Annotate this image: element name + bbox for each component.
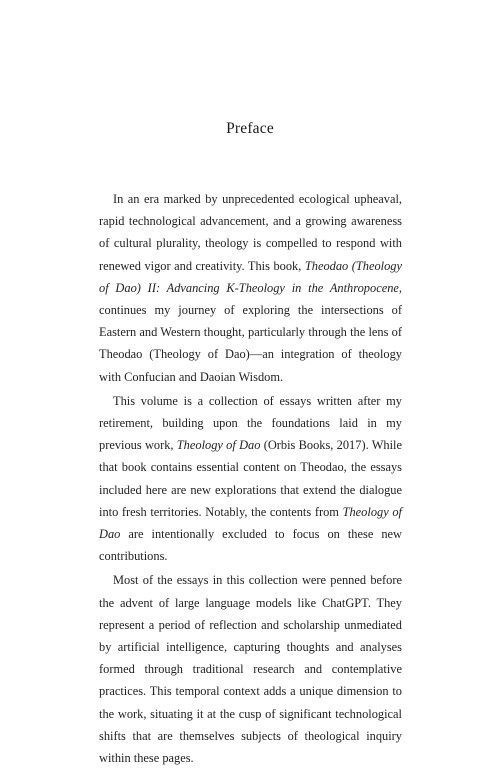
paragraph-2 (99, 390, 402, 568)
preface-body (99, 188, 402, 771)
paragraph-1 (99, 188, 402, 388)
paragraph-2-run-1: This volume is a collection of essays written after my retirement, building upon the foundations laid in my previous work, (99, 393, 402, 453)
paragraph-3 (99, 569, 402, 769)
book-title-theology-of-dao: Theology of Dao (176, 438, 261, 453)
paragraph-2-run-5: are intentionally excluded to focus on these new contributions. (99, 527, 402, 564)
paragraph-1-run-1: In an era marked by unprecedented ecological upheaval, rapid technological advancement, and a growing awareness of cultural plurality, theology is compelled to respond with renewed vigor and creativity. This book, (99, 192, 402, 273)
page-title: Preface (226, 120, 274, 137)
book-title-theodao-ii: Theodao (Theology of Dao) II: Advancing K-Theology in the Anthropocene (99, 258, 402, 295)
book-title-theology-of-dao-2: Theology of Dao (99, 504, 402, 542)
paragraph-2-run-3: (Orbis Books, 2017). While that book contains essential content on Theodao, the essays included here are new explorations that extend the dialogue into fresh territories. Notably, the contents from (99, 438, 402, 519)
paragraph-3-run-1: Most of the essays in this collection were penned before the advent of large language models like ChatGPT. They represent a period of reflection and scholarship unmediated by artificial intelligence, capturing thoughts and analyses formed through traditional research and contemplative practices. This temporal context adds a unique dimension to the work, situating it at the cusp of significant technological shifts that are themselves subjects of theological inquiry within these pages. (99, 573, 402, 766)
paragraph-1-run-3: , continues my journey of exploring the intersections of Eastern and Western thought, particularly through the lens of Theodao (Theology of Dao)—an integration of theology with Confucian and Daoian Wisdom. (99, 280, 402, 384)
